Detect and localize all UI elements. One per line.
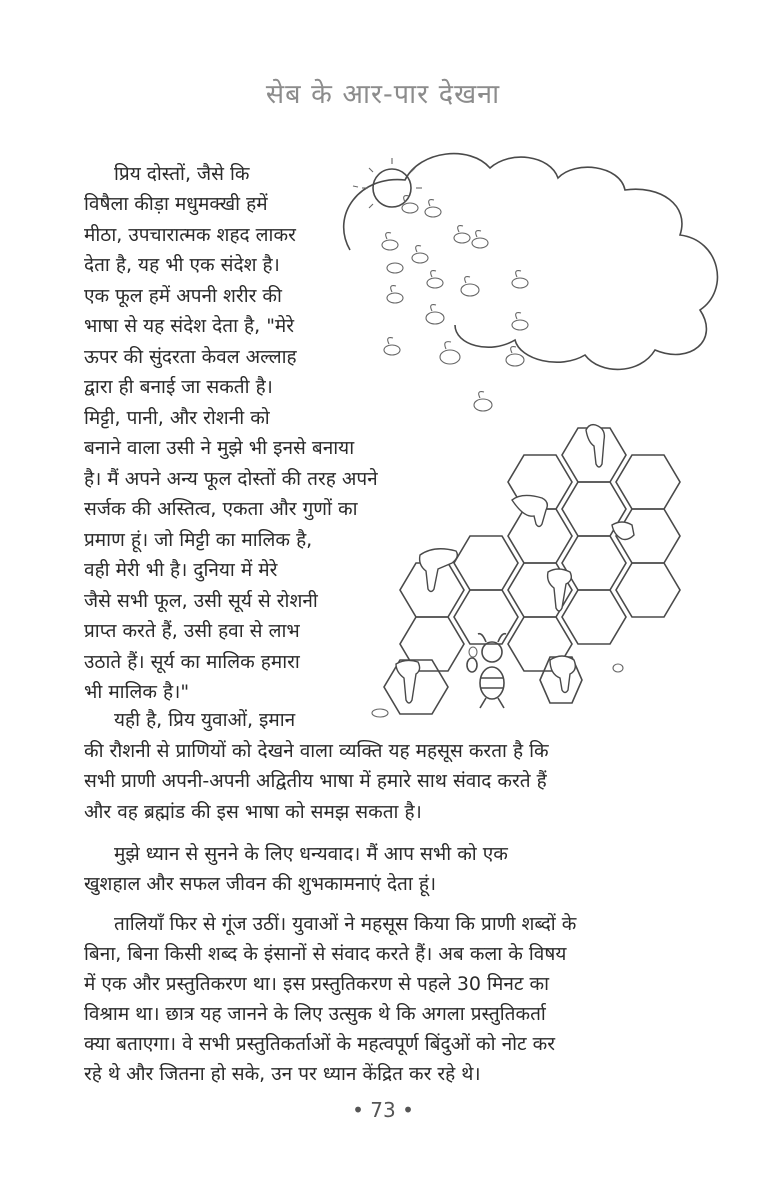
text-line: विषैला कीड़ा मधुमक्खी हमें [84, 193, 268, 215]
bee-icon [427, 278, 443, 288]
text-line: विश्राम था। छात्र यह जानने के लिए उत्सुक थे कि अगला प्रस्तुतिकर्ता [84, 1003, 546, 1025]
bee-icon [387, 293, 403, 303]
bee-icon [402, 203, 418, 213]
bee-icon [474, 399, 492, 411]
bee-icon [440, 350, 460, 364]
text-line: तालियाँ फिर से गूंज उठीं। युवाओं ने महसूस किया कि प्राणी शब्दों के [114, 913, 577, 935]
text-line: मीठा, उपचारात्मक शहद लाकर [84, 224, 296, 246]
text-line: प्राप्त करते हैं, उसी हवा से लाभ [84, 620, 300, 642]
bee-icon [412, 253, 428, 263]
text-line: उठाते हैं। सूर्य का मालिक हमारा [84, 651, 300, 673]
text-line: की रौशनी से प्राणियों को देखने वाला व्यक्ति यह महसूस करता है कि [84, 740, 549, 762]
bee-icon [461, 284, 479, 296]
text-line: देता है, यह भी एक संदेश है। [84, 254, 280, 276]
bee-icon [472, 238, 488, 248]
bee-icon [384, 345, 400, 355]
bee-icon [512, 320, 528, 330]
text-line: मुझे ध्यान से सुनने के लिए धन्यवाद। मैं आप सभी को एक [114, 843, 508, 865]
text-line: ऊपर की सुंदरता केवल अल्लाह [84, 346, 297, 368]
bee-swarm [382, 196, 528, 411]
text-line: बनाने वाला उसी ने मुझे भी इनसे बनाया [84, 437, 355, 459]
text-line: सभी प्राणी अपनी-अपनी अद्वितीय भाषा में हमारे साथ संवाद करते हैं [84, 770, 547, 792]
text-line: एक फूल हमें अपनी शरीर की [84, 285, 282, 307]
sun-icon [353, 158, 422, 208]
bee-icon [512, 278, 528, 288]
text-line: प्रिय दोस्तों, जैसे कि [114, 163, 250, 185]
text-line: रहे थे और जितना हो सके, उन पर ध्यान केंद्रित कर रहे थे। [84, 1063, 481, 1085]
text-line: क्या बताएगा। वे सभी प्रस्तुतिकर्ताओं के महत्वपूर्ण बिंदुओं को नोट कर [84, 1033, 556, 1055]
text-line: मिट्टी, पानी, और रोशनी को [84, 407, 270, 429]
text-line: बिना, बिना किसी शब्द के इंसानों से संवाद करते हैं। अब कला के विषय [84, 943, 567, 965]
bee-icon [387, 263, 403, 273]
text-line: में एक और प्रस्तुतिकरण था। इस प्रस्तुतिकरण से पहले 30 मिनट का [84, 973, 550, 995]
page-title: सेब के आर-पार देखना [265, 79, 501, 110]
bee-icon [382, 240, 398, 250]
bee-character-icon [467, 634, 506, 708]
text-line: द्वारा ही बनाई जा सकती है। [84, 376, 273, 398]
honey-drips [396, 425, 634, 703]
text-line: वही मेरी भी है। दुनिया में मेरे [84, 559, 278, 581]
cloud [344, 154, 718, 370]
text-line: जैसे सभी फूल, उसी सूर्य से रोशनी [84, 590, 318, 612]
text-line: सर्जक की अस्तित्व, एकता और गुणों का [84, 498, 358, 520]
page-number: • 73 • [352, 1098, 414, 1122]
text-line: है। मैं अपने अन्य फूल दोस्तों की तरह अपने [84, 468, 378, 490]
text-line: और वह ब्रह्मांड की इस भाषा को समझ सकता है। [84, 801, 422, 823]
text-line: प्रमाण हूं। जो मिट्टी का मालिक है, [84, 529, 313, 551]
bee-icon [506, 354, 524, 366]
text-line: भाषा से यह संदेश देता है, "मेरे [84, 315, 295, 337]
text-line: भी मालिक है।" [84, 681, 190, 703]
text-line: यही है, प्रिय युवाओं, इमान [114, 709, 296, 731]
bee-icon [425, 207, 441, 217]
text-line: खुशहाल और सफल जीवन की शुभकामनाएं देता हूं। [84, 873, 437, 895]
bee-icon [426, 312, 444, 324]
bee-icon [454, 233, 470, 243]
